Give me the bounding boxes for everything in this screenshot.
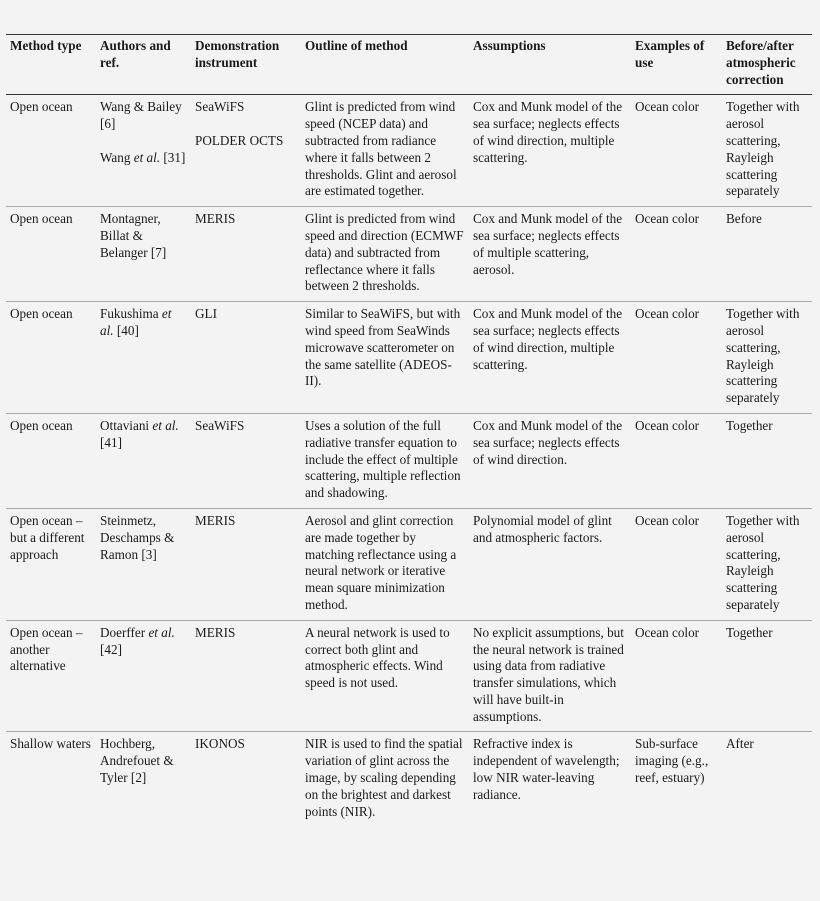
cell-method-type: Open ocean –but a different approach	[6, 508, 96, 620]
cell-method-type: Open ocean	[6, 302, 96, 414]
author-text: Hochberg, Andrefouet & Tyler [2]	[100, 736, 174, 786]
author-entry	[100, 418, 187, 452]
cell-authors	[96, 732, 191, 826]
cell-instrument	[191, 732, 301, 826]
cell-instrument	[191, 620, 301, 732]
cell-outline: Glint is predicted from wind speed and direction (ECMWF data) and subtracted from reflectance where it falls between 2 thresholds.	[301, 207, 469, 302]
author-text: Steinmetz, Deschamps & Ramon [3]	[100, 512, 175, 562]
cell-correction: Before	[722, 207, 812, 302]
cell-assumptions: Refractive index is independent of wavelength; low NIR water-leaving radiance.	[473, 736, 620, 802]
author-entry	[100, 150, 187, 167]
header-row	[6, 35, 812, 95]
author-ref: [40]	[113, 322, 139, 338]
cell-examples: Ocean color	[631, 302, 722, 414]
cell-outline: NIR is used to find the spatial variation of glint across the image, by scaling depending on the brightest and darkest points (NIR).	[305, 736, 463, 819]
header-outline: Outline of method	[301, 35, 469, 95]
instrument-entry: MERIS	[195, 211, 236, 227]
cell-outline: Aerosol and glint correction are made together by matching reflectance using a neural network or iterative mean square minimization method.	[301, 508, 469, 620]
instrument-entry: SeaWiFS	[195, 99, 245, 115]
cell-instrument	[191, 95, 301, 207]
author-entry	[100, 306, 187, 340]
table-row	[6, 95, 812, 207]
table-row	[6, 207, 812, 302]
cell-correction: Together	[722, 413, 812, 508]
author-ref: [42]	[100, 641, 122, 657]
cell-outline: Uses a solution of the full radiative transfer equation to include the effect of multiple scattering, multiple reflection and shadowing.	[301, 413, 469, 508]
cell-authors	[96, 302, 191, 414]
header-method-type: Method type	[6, 35, 96, 95]
cell-instrument	[191, 302, 301, 414]
instrument-entry: GLI	[195, 306, 217, 322]
cell-method-type: Open ocean –another alternative	[6, 620, 96, 732]
instrument-entry: MERIS	[195, 512, 236, 528]
author-entry	[100, 736, 187, 786]
author-entry	[100, 513, 187, 563]
table-row	[6, 508, 812, 620]
cell-examples: Ocean color	[631, 508, 722, 620]
cell-method-type: Shallow waters	[10, 736, 91, 752]
author-text: Montagner, Billat & Belanger [7]	[100, 211, 167, 260]
cell-method-type: Open ocean	[6, 207, 96, 302]
cell-outline: Similar to SeaWiFS, but with wind speed from SeaWinds microwave scatterometer on the same satellite (ADEOS-II).	[301, 302, 469, 414]
author-text: Fukushima	[100, 306, 162, 322]
cell-correction: Together with aerosol scattering, Rayleigh scattering separately	[722, 95, 812, 207]
author-text: Ottaviani	[100, 417, 153, 433]
cell-authors	[96, 620, 191, 732]
instrument-entry: MERIS	[195, 624, 236, 640]
table-row	[6, 732, 812, 826]
glint-methods-table	[6, 34, 812, 826]
cell-correction: After	[726, 736, 754, 752]
author-text: Wang	[100, 149, 134, 165]
cell-examples: Ocean color	[631, 95, 722, 207]
author-text: Wang & Bailey [6]	[100, 99, 182, 132]
author-entry	[100, 625, 187, 659]
cell-assumptions: Cox and Munk model of the sea surface; neglects effects of wind direction, multiple scattering.	[469, 302, 631, 414]
instrument-entry: POLDER OCTS	[195, 133, 284, 149]
cell-authors	[96, 413, 191, 508]
author-et-al: et al.	[133, 149, 161, 165]
author-et-al: et al.	[152, 417, 179, 433]
author-et-al: et al.	[100, 306, 172, 338]
cell-examples: Ocean color	[631, 207, 722, 302]
cell-correction: Together	[722, 620, 812, 732]
header-examples: Examples of use	[631, 35, 722, 95]
header-authors: Authors and ref.	[96, 35, 191, 95]
cell-instrument	[191, 207, 301, 302]
cell-authors	[96, 95, 191, 207]
cell-outline: Glint is predicted from wind speed (NCEP data) and subtracted from radiance where it falls between 2 thresholds. Glint and aerosol are estimated together.	[301, 95, 469, 207]
table-row	[6, 413, 812, 508]
cell-assumptions: Cox and Munk model of the sea surface; neglects effects of multiple scattering, aerosol.	[469, 207, 631, 302]
instrument-entry: IKONOS	[195, 736, 245, 752]
author-entry	[100, 99, 187, 133]
author-et-al: et al.	[148, 624, 175, 640]
header-correction: Before/after atmospheric correction	[722, 35, 812, 95]
table-row	[6, 620, 812, 732]
cell-assumptions: Cox and Munk model of the sea surface; neglects effects of wind direction.	[469, 413, 631, 508]
instrument-entry: SeaWiFS	[195, 417, 245, 433]
table-row	[6, 302, 812, 414]
cell-examples: Ocean color	[631, 413, 722, 508]
cell-outline: A neural network is used to correct both glint and atmospheric effects. Wind speed is not used.	[301, 620, 469, 732]
cell-assumptions: No explicit assumptions, but the neural network is trained using data from radiative transfer simulations, which will have built-in assumptions.	[469, 620, 631, 732]
author-text: Doerffer	[100, 624, 149, 640]
cell-assumptions: Polynomial model of glint and atmospheric factors.	[469, 508, 631, 620]
cell-examples: Ocean color	[631, 620, 722, 732]
cell-correction: Together with aerosol scattering, Rayleigh scattering separately	[722, 508, 812, 620]
cell-method-type: Open ocean	[6, 95, 96, 207]
author-ref: [41]	[100, 434, 122, 450]
cell-correction: Together with aerosol scattering, Rayleigh scattering separately	[722, 302, 812, 414]
cell-method-type: Open ocean	[6, 413, 96, 508]
cell-authors	[96, 207, 191, 302]
table-body	[6, 95, 812, 827]
cell-authors	[96, 508, 191, 620]
cell-examples: Sub-surface imaging (e.g., reef, estuary)	[635, 736, 709, 786]
cell-assumptions: Cox and Munk model of the sea surface; neglects effects of wind direction, multiple scattering.	[469, 95, 631, 207]
header-assumptions: Assumptions	[469, 35, 631, 95]
header-instrument: Demonstration instrument	[191, 35, 301, 95]
author-ref: [31]	[160, 149, 186, 165]
cell-instrument	[191, 413, 301, 508]
author-entry	[100, 211, 187, 261]
cell-instrument	[191, 508, 301, 620]
